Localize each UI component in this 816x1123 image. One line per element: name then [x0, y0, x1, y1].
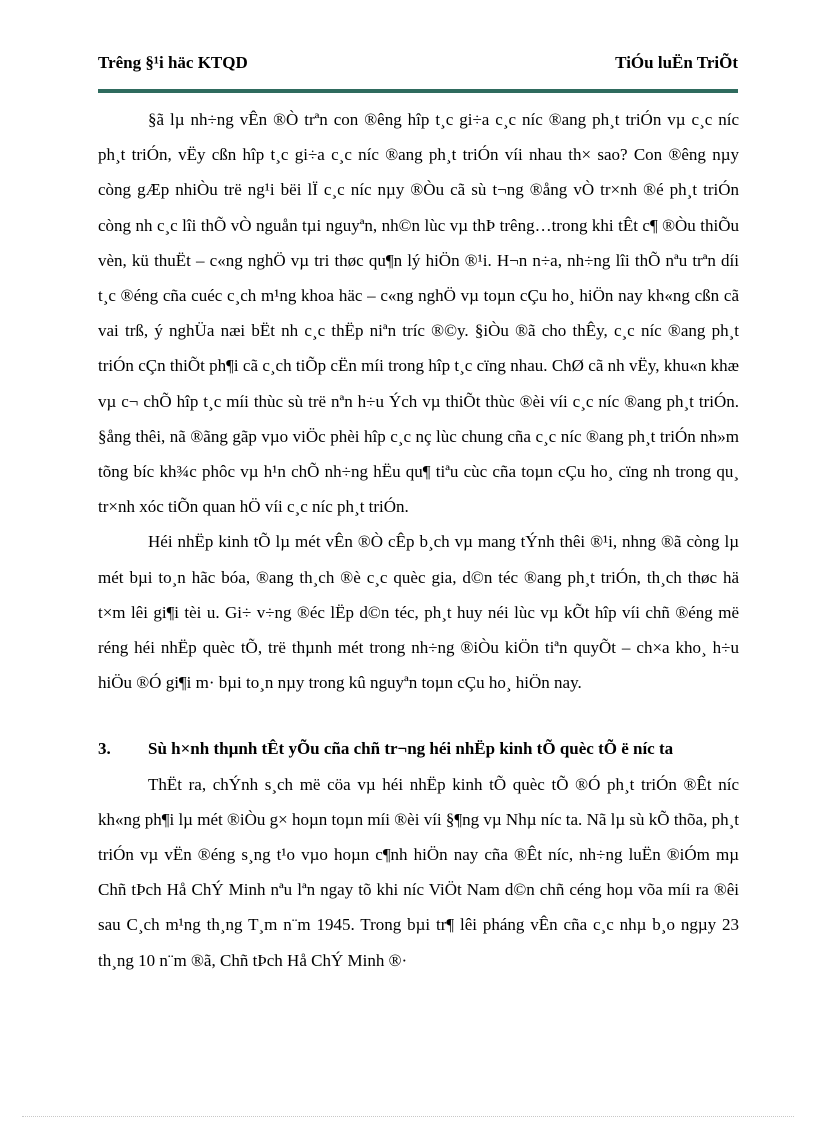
section-number: 3. [98, 739, 111, 759]
paragraph-3: ThËt ra, chÝnh s¸ch më cöa vµ héi nhËp kinh tÕ quèc tÕ ®Ó ph¸t triÓn ®Êt níc kh«ng ph¶i lµ mét ®iÒu g× hoµn toµn míi ®èi víi §¶ng vµ Nhµ níc ta. Nã lµ sù kÕ thõa, ph¸t triÓn vµ vËn ®éng s¸ng t¹o vµo hoµn c¶nh hiÖn nay cña ®Êt níc, nh÷ng luËn ®iÓm mµ Chñ tÞch Hå ChÝ Minh nªu lªn ngay tõ khi níc ViÖt Nam d©n chñ céng hoµ võa míi ra ®êi sau C¸ch m¹ng th¸ng T¸m n¨m 1945. Trong bµi tr¶ lêi pháng vÊn cña c¸c nhµ b¸o ngµy 23 th¸ng 10 n¨m ®ã, Chñ tÞch Hå ChÝ Minh ®· [98, 774, 739, 970]
section-heading [98, 731, 739, 766]
paragraph-1: §ã lµ nh÷ng vÊn ®Ò trªn con ®êng hîp t¸c gi÷a c¸c níc ®ang ph¸t triÓn vµ c¸c níc ph¸t triÓn, vËy cßn hîp t¸c gi÷a c¸c níc ®ang ph¸t triÓn víi nhau th× sao? Con ®êng nµy còng gÆp nhiÒu trë ng¹i bëi lÏ c¸c níc nµy ®Òu cã sù t¬ng ®ång vÒ tr×nh ®é ph¸t triÓn còng nh c¸c lîi thÕ vÒ nguån tµi nguyªn, nh©n lùc vµ thÞ trêng…trong khi tÊt c¶ ®Òu thiÕu vèn, kü thuËt – c«ng nghÖ vµ tri thøc qu¶n lý hiÖn ®¹i. H¬n n÷a, nh÷ng lîi thÕ nªu trªn díi t¸c ®éng cña cuéc c¸ch m¹ng khoa häc – c«ng nghÖ vµ toµn cÇu ho¸ hiÖn nay kh«ng cßn cã vai trß, ý nghÜa næi bËt nh c¸c thËp niªn tríc ®©y. §iÒu ®ã cho thÊy, c¸c níc ®ang ph¸t triÓn cÇn thiÕt ph¶i cã c¸ch tiÕp cËn míi trong hîp t¸c cïng nhau. ChØ cã nh vËy, khu«n khæ vµ c¬ chÕ hîp t¸c míi thùc sù trë nªn h÷u Ých vµ thiÕt thùc ®èi víi c¸c níc ®ang ph¸t triÓn. §ång thêi, nã ®ãng gãp vµo viÖc phèi hîp c¸c nç lùc chung cña c¸c níc ®ang ph¸t triÓn nh»m tõng bíc kh¾c phôc vµ h¹n chÕ nh÷ng hËu qu¶ tiªu cùc cña toµn cÇu ho¸ cïng nh trong qu¸ tr×nh xóc tiÕn quan hÖ víi c¸c níc ph¸t triÓn. [98, 110, 739, 517]
header-rule [98, 89, 738, 93]
header-doc-title: TiÓu luËn TriÕt [615, 53, 738, 72]
paragraph-2: Héi nhËp kinh tÕ lµ mét vÊn ®Ò cÊp b¸ch vµ mang tÝnh thêi ®¹i, nhng ®ã còng lµ mét bµi to¸n hãc bóa, ®ang th¸ch ®è c¸c quèc gia, d©n téc ®ang ph¸t triÓn, th¸ch thøc hä t×m lêi gi¶i tèi u. Gi÷ v÷ng ®éc lËp d©n téc, ph¸t huy néi lùc vµ kÕt hîp víi chñ ®éng më réng héi nhËp quèc tÕ, trë thµnh mét trong nh÷ng ®iÒu kiÖn tiªn quyÕt – ch×a kho¸ h÷u hiÖu ®Ó gi¶i m· bµi to¸n nµy trong kû nguyªn toµn cÇu ho¸ hiÖn nay. [98, 532, 739, 693]
header-school: Trêng §¹i häc KTQD [98, 53, 248, 72]
document-body [98, 102, 739, 978]
page-bottom-rule [22, 1116, 794, 1117]
section-title: Sù h×nh thµnh tÊt yÕu cña chñ tr¬ng héi nhËp kinh tÕ quèc tÕ ë níc ta [148, 739, 674, 759]
page-header [98, 52, 738, 74]
